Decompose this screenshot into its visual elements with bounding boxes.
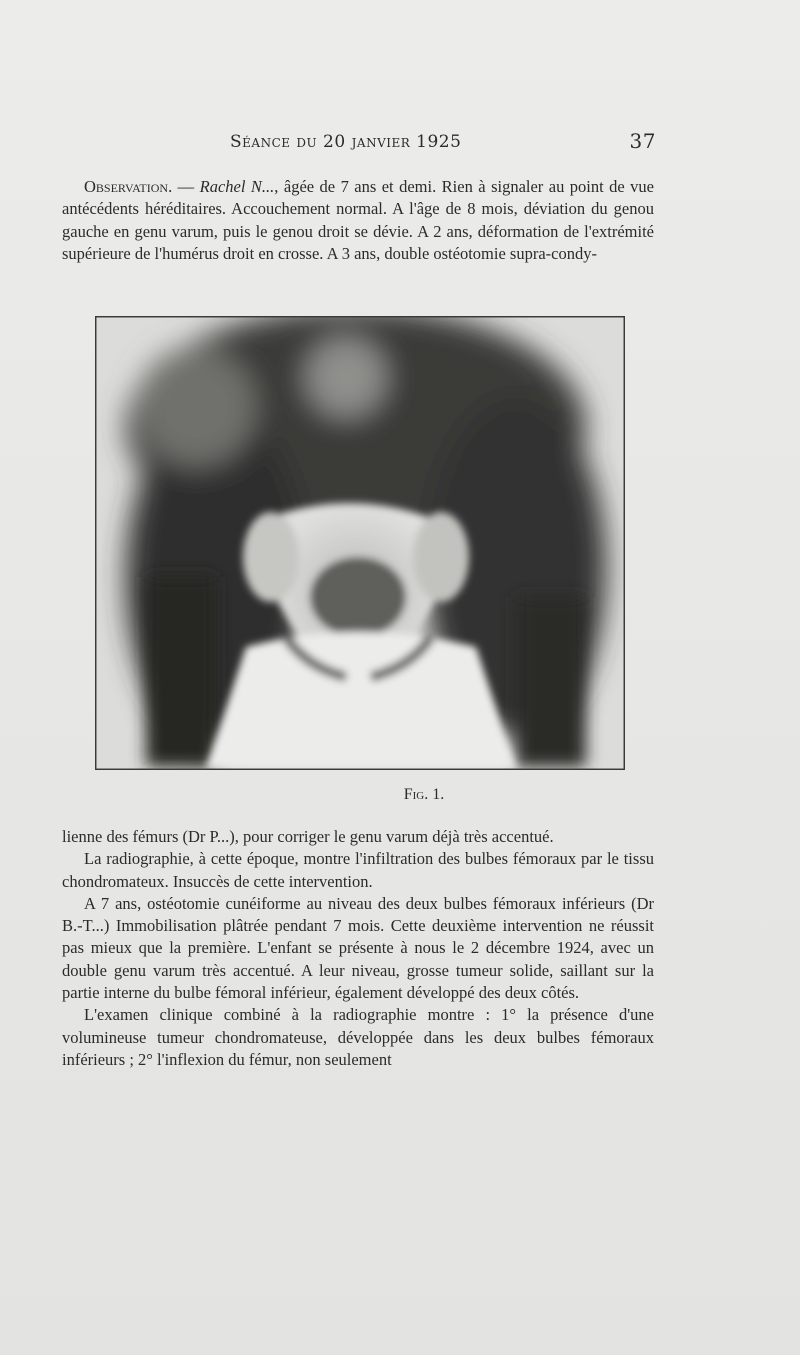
observation-paragraph [62,176,654,265]
observation-text: , âgée de 7 ans et demi. Rien à signaler au point de vue antécédents héréditaires. Accouchement normal. A l'âge de 8 mois, déviation du genou gauche en genu varum, puis le genou droit se dévie. A 2 ans, déformation de l'extrémité supérieure de l'humérus droit en crosse. A 3 ans, double ostéotomie supra-condy- [62,177,655,263]
figure-caption: Fig. 1. [403,786,445,803]
patient-name: Rachel N... [199,177,275,196]
text-block-top [62,176,654,265]
page-number: 37 [629,129,656,153]
header-title: Séance du 20 janvier 1925 [230,132,462,152]
text-block-bottom [62,826,654,1071]
observation-label: Observation. [84,177,173,196]
radiograph-image [96,317,624,769]
paragraph-2: La radiographie, à cette époque, montre l'infiltration des bulbes fémoraux par le tissu chondromateux. Insuccès de cette intervention. [62,849,654,891]
paragraph-1: lienne des fémurs (Dr P...), pour corriger le genu varum déjà très accentué. [62,827,554,846]
paragraph-3: A 7 ans, ostéotomie cunéiforme au niveau des deux bulbes fémoraux inférieurs (Dr B.-T...) Immobilisation plâtrée pendant 7 mois. Cette deuxième intervention ne réussit pas mieux que la première. L'enfant se présente à nous le 2 décembre 1924, avec un double genu varum très accentué. A leur niveau, grosse tumeur solide, saillant sur la partie interne du bulbe fémoral inférieur, également développé des deux côtés. [62,893,654,1003]
radiograph-figure [95,316,625,770]
observation-dash: — [172,177,200,196]
paragraph-4: L'examen clinique combiné à la radiographie montre : 1° la présence d'une volumineuse tumeur chondromateuse, développée dans les deux bulbes fémoraux inférieurs ; 2° l'inflexion du fémur, non seulement [62,1005,654,1069]
